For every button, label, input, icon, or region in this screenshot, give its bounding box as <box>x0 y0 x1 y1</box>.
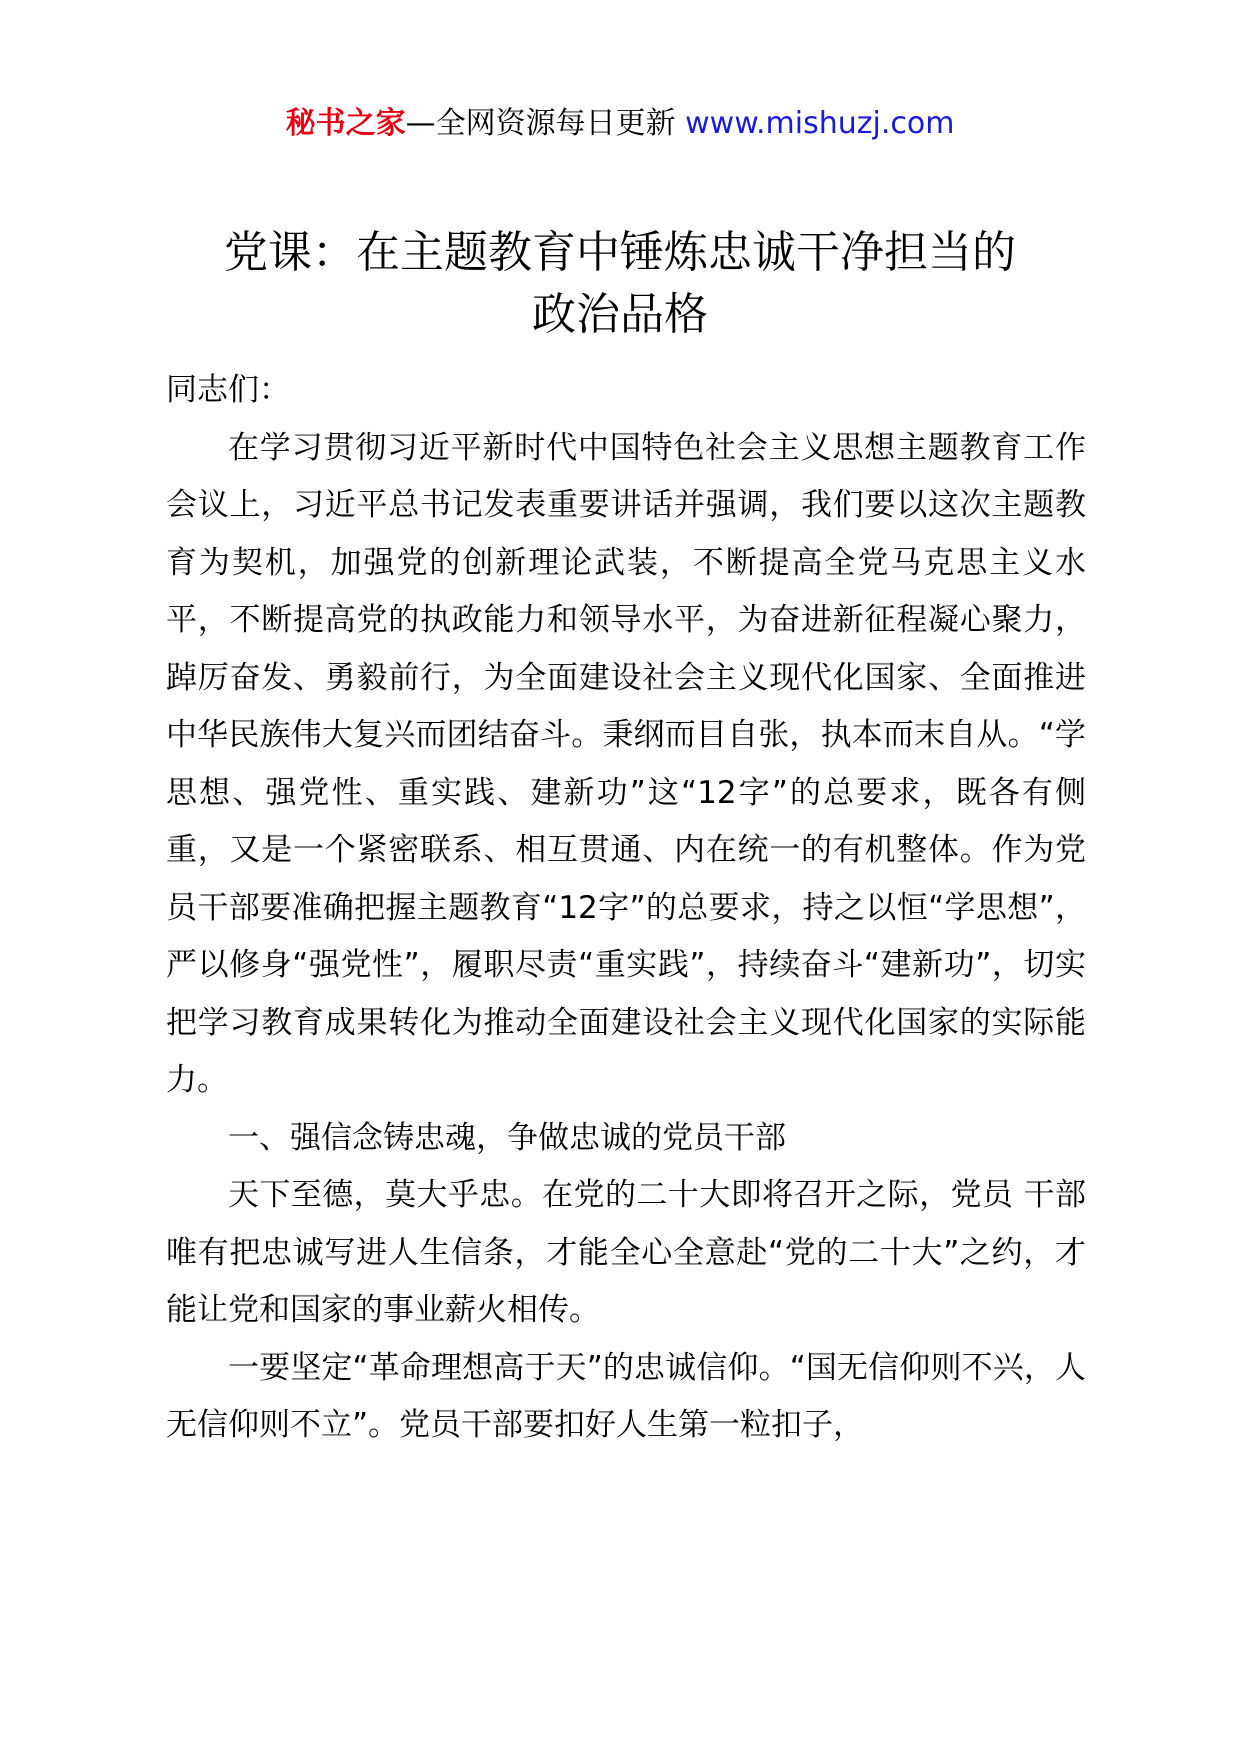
paragraph-intro: 在学习贯彻习近平新时代中国特色社会主义思想主题教育工作会议上，习近平总书记发表重要讲话并强调，我们要以这次主题教育为契机，加强党的创新理论武装，不断提高全党马克思主义水平，不断提高党的执政能力和领导水平，为奋进新征程凝心聚力，踔厉奋发、勇毅前行，为全面建设社会主义现代化国家、全面推进中华民族伟大复兴而团结奋斗。秉纲而目自张，执本而末自从。“学思想、强党性、重实践、建新功”这“12字”的总要求，既各有侧重，又是一个紧密联系、相互贯通、内在统一的有机整体。作为党员干部要准确把握主题教育“12字”的总要求，持之以恒“学思想”，严以修身“强党性”，履职尽责“重实践”，持续奋斗“建新功”，切实把学习教育成果转化为推动全面建设社会主义现代化国家的实际能力。 <box>166 429 1086 1098</box>
section-heading: 一、强信念铸忠魂，争做忠诚的党员干部 <box>228 1119 786 1156</box>
brand-name: 秘书之家 <box>285 106 406 141</box>
title-line-2: 政治品格 <box>532 289 708 340</box>
site-url-link[interactable]: www.mishuzj.com <box>685 106 955 141</box>
paragraph-faith: 一要坚定“革命理想高于天”的忠诚信仰。“国无信仰则不兴，人无信仰则不立”。党员干部要扣好人生第一粒扣子， <box>166 1349 1086 1443</box>
title-line-1: 党课：在主题教育中锤炼忠诚干净担当的 <box>224 227 1016 278</box>
document-title <box>160 222 1080 346</box>
site-header <box>0 104 1240 144</box>
document-body <box>166 362 1086 1455</box>
salutation: 同志们： <box>166 372 290 408</box>
header-tagline: —全网资源每日更新 <box>405 106 676 141</box>
paragraph-loyalty: 天下至德，莫大乎忠。在党的二十大即将召开之际，党员 干部唯有把忠诚写进人生信条，才能全心全意赴“党的二十大”之约，才能让党和国家的事业薪火相传。 <box>166 1177 1086 1328</box>
